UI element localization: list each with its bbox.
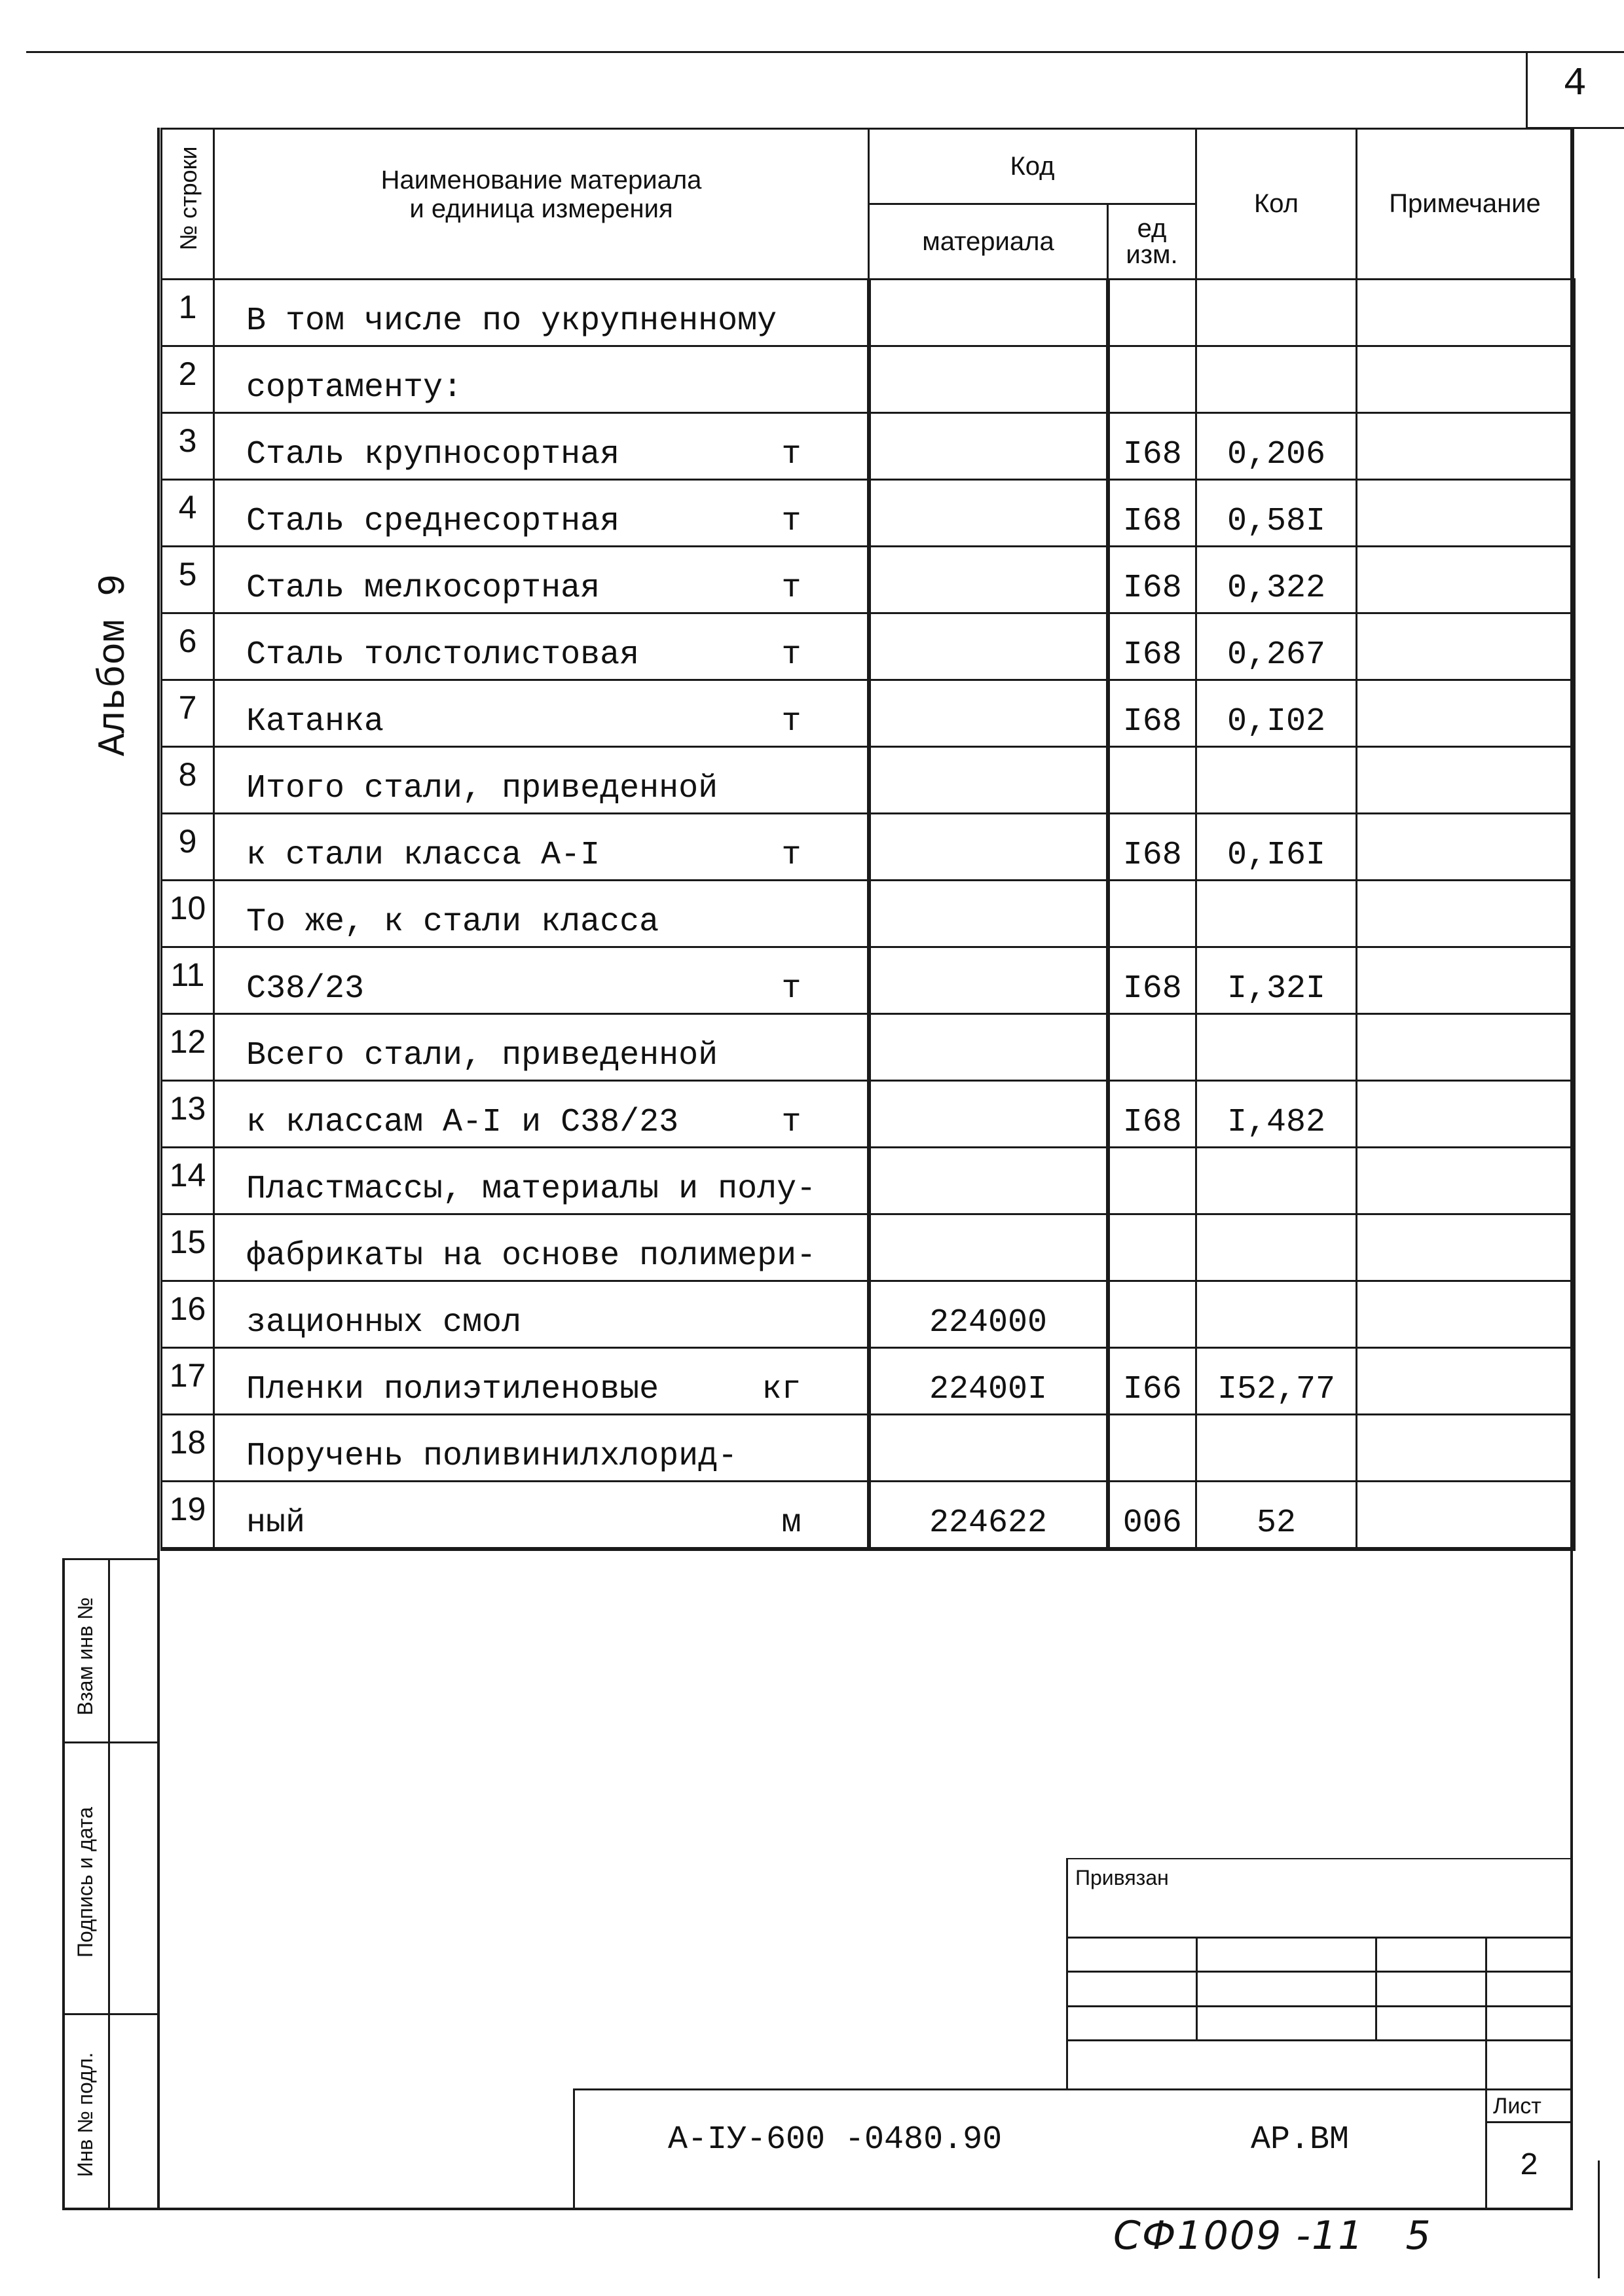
note xyxy=(1357,413,1574,480)
material-name: ный xyxy=(246,1504,306,1542)
note xyxy=(1357,680,1574,747)
note xyxy=(1357,1348,1574,1415)
material-code xyxy=(869,680,1108,747)
table-row xyxy=(162,1482,1574,1550)
unit-of-measure: т xyxy=(781,436,802,473)
material-name-cell xyxy=(214,1014,869,1081)
unit-code: I66 xyxy=(1108,1348,1196,1415)
material-code xyxy=(869,747,1108,814)
margin-mark xyxy=(1598,2160,1600,2278)
row-number: 11 xyxy=(162,947,214,1014)
table-row xyxy=(162,1415,1574,1482)
row-number: 12 xyxy=(162,1014,214,1081)
material-code xyxy=(869,1148,1108,1214)
table-row xyxy=(162,480,1574,547)
material-name-cell xyxy=(214,947,869,1014)
unit-code xyxy=(1108,1281,1196,1348)
material-name: к стали класса А-I xyxy=(246,837,600,874)
quantity: 52 xyxy=(1196,1482,1357,1550)
tb-left xyxy=(1066,1858,1068,2090)
row-number: 5 xyxy=(162,547,214,613)
note xyxy=(1357,881,1574,947)
row-number: 3 xyxy=(162,413,214,480)
table-row xyxy=(162,1148,1574,1214)
unit-code xyxy=(1108,1415,1196,1482)
tb-top xyxy=(1066,1858,1572,1859)
side-stamp-divider xyxy=(108,1558,110,2210)
tb-main-top xyxy=(573,2088,1572,2090)
row-number: 4 xyxy=(162,480,214,547)
unit-of-measure: т xyxy=(781,1104,802,1141)
material-name: С38/23 xyxy=(246,970,365,1008)
material-code: 224622 xyxy=(869,1482,1108,1550)
note xyxy=(1357,613,1574,680)
note xyxy=(1357,1148,1574,1214)
quantity: 0,267 xyxy=(1196,613,1357,680)
material-name: Поручень поливинилхлорид- xyxy=(246,1438,738,1475)
material-name: Итого стали, приведенной xyxy=(246,770,718,807)
material-name-cell xyxy=(214,680,869,747)
material-code xyxy=(869,346,1108,413)
material-name-cell xyxy=(214,814,869,881)
side-stamp-sep2 xyxy=(62,2013,158,2015)
unit-code xyxy=(1108,1014,1196,1081)
inv-no-original-label: Инв № подл. xyxy=(73,2052,97,2178)
table-row xyxy=(162,947,1574,1014)
table-row xyxy=(162,1348,1574,1415)
material-code: 224000 xyxy=(869,1281,1108,1348)
unit-code xyxy=(1108,881,1196,947)
material-code xyxy=(869,413,1108,480)
row-number: 9 xyxy=(162,814,214,881)
row-number: 8 xyxy=(162,747,214,814)
unit-code xyxy=(1108,280,1196,346)
quantity: 0,322 xyxy=(1196,547,1357,613)
top-border xyxy=(26,51,1624,53)
row-number: 6 xyxy=(162,613,214,680)
unit-of-measure: кг xyxy=(762,1371,802,1408)
material-name: То же, к стали класса xyxy=(246,903,659,941)
unit-code: 006 xyxy=(1108,1482,1196,1550)
unit-code: I68 xyxy=(1108,680,1196,747)
material-name-cell xyxy=(214,480,869,547)
unit-of-measure: т xyxy=(781,970,802,1008)
material-name-cell xyxy=(214,1415,869,1482)
material-name: сортаменту: xyxy=(246,369,463,407)
row-number: 17 xyxy=(162,1348,214,1415)
unit-code: I68 xyxy=(1108,413,1196,480)
sheet-label: Лист xyxy=(1493,2094,1541,2119)
bottom-frame xyxy=(62,2208,1573,2210)
sheet-number: 4 xyxy=(1562,62,1587,107)
quantity: I52,77 xyxy=(1196,1348,1357,1415)
unit-code xyxy=(1108,1214,1196,1281)
material-code xyxy=(869,1081,1108,1148)
material-name-cell xyxy=(214,346,869,413)
header-row-no: № строки xyxy=(162,129,214,280)
quantity xyxy=(1196,881,1357,947)
table-row xyxy=(162,280,1574,346)
row-number: 7 xyxy=(162,680,214,747)
side-stamp-top xyxy=(62,1558,158,1560)
quantity: 0,I02 xyxy=(1196,680,1357,747)
note xyxy=(1357,747,1574,814)
quantity xyxy=(1196,1148,1357,1214)
material-code xyxy=(869,1415,1108,1482)
quantity xyxy=(1196,1014,1357,1081)
quantity xyxy=(1196,1214,1357,1281)
material-name-cell xyxy=(214,1214,869,1281)
album-label: Альбом 9 xyxy=(93,574,136,756)
table-row xyxy=(162,1214,1574,1281)
quantity xyxy=(1196,1281,1357,1348)
tb-main-left xyxy=(573,2088,575,2210)
note xyxy=(1357,346,1574,413)
material-name-cell xyxy=(214,413,869,480)
unit-of-measure: т xyxy=(781,503,802,540)
unit-code: I68 xyxy=(1108,613,1196,680)
tb-grid-h2 xyxy=(1066,1971,1572,1973)
unit-of-measure: т xyxy=(781,837,802,874)
note xyxy=(1357,814,1574,881)
material-code xyxy=(869,1014,1108,1081)
unit-of-measure: т xyxy=(781,703,802,740)
table-row xyxy=(162,1081,1574,1148)
row-number: 10 xyxy=(162,881,214,947)
handwritten-code: СФ1009 -11 5 xyxy=(1113,2213,1432,2259)
bound-label: Привязан xyxy=(1075,1866,1169,1889)
tb-grid-v2 xyxy=(1375,1937,1377,2041)
material-name: Сталь крупносортная xyxy=(246,436,620,473)
row-number: 14 xyxy=(162,1148,214,1214)
tb-grid-h3 xyxy=(1066,2005,1572,2007)
header-code: Код xyxy=(869,129,1196,204)
table-row xyxy=(162,346,1574,413)
material-name: фабрикаты на основе полимери- xyxy=(246,1237,817,1275)
material-name: к классам А-I и С38/23 xyxy=(246,1104,679,1141)
material-name: зационных смол xyxy=(246,1304,522,1341)
tb-grid-v1 xyxy=(1196,1937,1198,2041)
material-name-cell xyxy=(214,1081,869,1148)
table-row xyxy=(162,613,1574,680)
sheet-box-left xyxy=(1526,51,1528,128)
material-name: Катанка xyxy=(246,703,384,740)
row-number: 18 xyxy=(162,1415,214,1482)
quantity: 0,58I xyxy=(1196,480,1357,547)
quantity xyxy=(1196,747,1357,814)
material-name-cell xyxy=(214,747,869,814)
doc-mark: АР.ВМ xyxy=(1251,2121,1350,2159)
header-code-unit: ед изм. xyxy=(1108,204,1196,280)
sheet-value: 2 xyxy=(1519,2149,1539,2184)
material-code xyxy=(869,814,1108,881)
material-code xyxy=(869,480,1108,547)
quantity xyxy=(1196,1415,1357,1482)
unit-code: I68 xyxy=(1108,547,1196,613)
header-material-name: Наименование материала и единица измерения xyxy=(214,129,869,280)
tb-grid-v3 xyxy=(1485,1937,1487,2208)
material-code xyxy=(869,547,1108,613)
quantity: 0,I6I xyxy=(1196,814,1357,881)
note xyxy=(1357,1014,1574,1081)
table-row xyxy=(162,814,1574,881)
unit-code: I68 xyxy=(1108,480,1196,547)
note xyxy=(1357,1415,1574,1482)
row-number: 13 xyxy=(162,1081,214,1148)
material-name-cell xyxy=(214,1281,869,1348)
table-row xyxy=(162,1281,1574,1348)
material-name: Сталь мелкосортная xyxy=(246,570,600,607)
material-name: Пластмассы, материалы и полу- xyxy=(246,1171,817,1208)
note xyxy=(1357,947,1574,1014)
note xyxy=(1357,280,1574,346)
header-code-material: материала xyxy=(869,204,1108,280)
tb-grid-h1 xyxy=(1066,1937,1572,1939)
table-row xyxy=(162,881,1574,947)
table-row xyxy=(162,547,1574,613)
row-number: 1 xyxy=(162,280,214,346)
tb-grid-h4 xyxy=(1066,2039,1572,2041)
unit-code: I68 xyxy=(1108,814,1196,881)
note xyxy=(1357,1482,1574,1550)
row-number: 2 xyxy=(162,346,214,413)
quantity: 0,206 xyxy=(1196,413,1357,480)
material-name: Пленки полиэтиленовые xyxy=(246,1371,659,1408)
material-name-cell xyxy=(214,547,869,613)
unit-code xyxy=(1108,747,1196,814)
material-name: В том числе по укрупненному xyxy=(246,302,777,340)
header-qty: Кол xyxy=(1196,129,1357,280)
material-code xyxy=(869,280,1108,346)
material-code xyxy=(869,1214,1108,1281)
side-stamp-left xyxy=(62,1558,65,2210)
material-name: Сталь толстолистовая xyxy=(246,636,640,674)
material-code xyxy=(869,881,1108,947)
note xyxy=(1357,1081,1574,1148)
table-row xyxy=(162,747,1574,814)
material-name: Сталь среднесортная xyxy=(246,503,620,540)
material-code: 22400I xyxy=(869,1348,1108,1415)
material-name-cell xyxy=(214,1482,869,1550)
material-code xyxy=(869,947,1108,1014)
unit-of-measure: т xyxy=(781,636,802,674)
material-name-cell xyxy=(214,881,869,947)
unit-of-measure: м xyxy=(781,1504,802,1542)
material-name: Всего стали, приведенной xyxy=(246,1037,718,1074)
unit-code: I68 xyxy=(1108,947,1196,1014)
quantity xyxy=(1196,280,1357,346)
unit-of-measure: т xyxy=(781,570,802,607)
quantity xyxy=(1196,346,1357,413)
left-frame xyxy=(157,128,160,2210)
material-name-cell xyxy=(214,1348,869,1415)
unit-code xyxy=(1108,1148,1196,1214)
table-row xyxy=(162,680,1574,747)
material-name-cell xyxy=(214,280,869,346)
quantity: I,32I xyxy=(1196,947,1357,1014)
row-number: 16 xyxy=(162,1281,214,1348)
note xyxy=(1357,1214,1574,1281)
material-name-cell xyxy=(214,613,869,680)
doc-code: А-IУ-600 -0480.90 xyxy=(668,2121,1003,2159)
material-name-cell xyxy=(214,1148,869,1214)
tb-sheet-sep xyxy=(1485,2121,1572,2123)
row-number: 19 xyxy=(162,1482,214,1550)
note xyxy=(1357,480,1574,547)
unit-code: I68 xyxy=(1108,1081,1196,1148)
table-row xyxy=(162,413,1574,480)
material-code xyxy=(869,613,1108,680)
header-note: Примечание xyxy=(1357,129,1574,280)
unit-code xyxy=(1108,346,1196,413)
row-number: 15 xyxy=(162,1214,214,1281)
replaced-inv-label: Взам инв № xyxy=(73,1597,97,1716)
signature-date-label: Подпись и дата xyxy=(73,1806,97,1958)
quantity: I,482 xyxy=(1196,1081,1357,1148)
table-row xyxy=(162,1014,1574,1081)
note xyxy=(1357,547,1574,613)
material-spec-table xyxy=(160,128,1576,1551)
note xyxy=(1357,1281,1574,1348)
